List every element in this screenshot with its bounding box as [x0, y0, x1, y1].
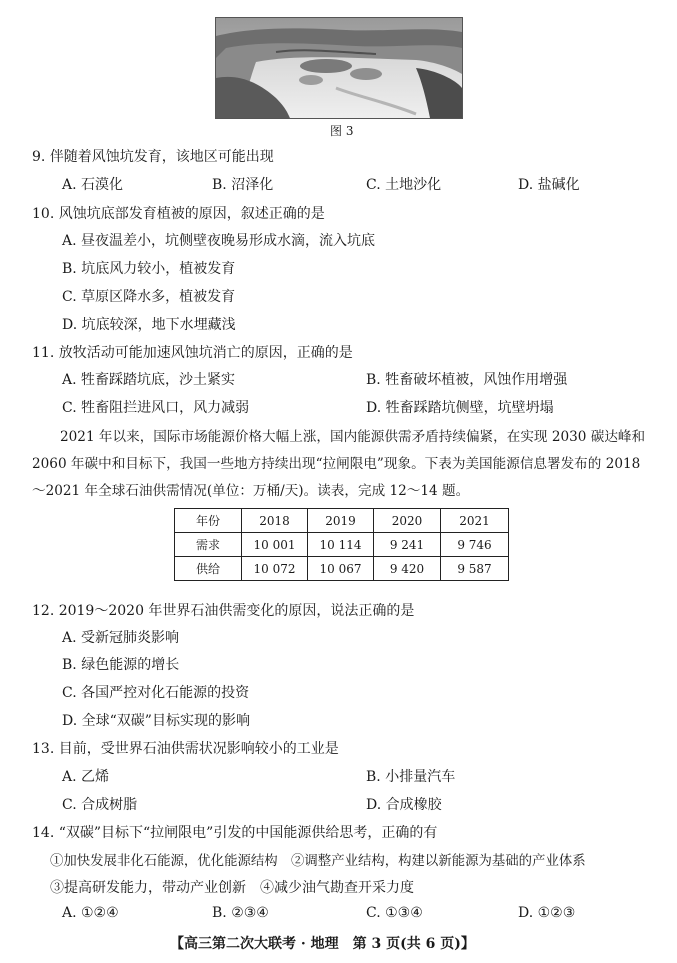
table-cell: 10 114 [308, 533, 374, 557]
table-cell: 9 587 [441, 557, 509, 581]
q9-option-b: B. 沼泽化 [212, 177, 274, 193]
table-header-cell: 2020 [374, 509, 441, 533]
q10-option-b: B. 坑底风力较小，植被发育 [62, 261, 236, 277]
table-header-row [175, 509, 509, 533]
reading-passage: 2021 年以来，国际市场能源价格大幅上涨，国内能源供需矛盾持续偏紧，在实现 2030 碳达峰和 2060 年碳中和目标下，我国一些地方持续出现“拉闸限电”现象。下表为美国能源信息署发布的 2018～2021 年全球石油供需情况(单位：万桶/天)。读表，完成 12～14 题。 [32, 429, 646, 499]
table-cell: 供给 [175, 557, 242, 581]
q13-option-d: D. 合成橡胶 [366, 797, 442, 813]
q9-stem: 9. 伴随着风蚀坑发育，该地区可能出现 [32, 149, 274, 165]
q12-option-a: A. 受新冠肺炎影响 [62, 630, 180, 646]
table-header-cell: 2019 [308, 509, 374, 533]
q13-option-c: C. 合成树脂 [62, 797, 138, 813]
q10-option-d: D. 坑底较深，地下水埋藏浅 [62, 317, 236, 333]
q10-option-c: C. 草原区降水多，植被发育 [62, 289, 236, 305]
q14-items-line-1: ①加快发展非化石能源，优化能源结构 ②调整产业结构，构建以新能源为基础的产业体系 [50, 854, 586, 869]
table-row [175, 557, 509, 581]
q12-option-b: B. 绿色能源的增长 [62, 657, 180, 673]
table-cell: 10 067 [308, 557, 374, 581]
table-header-cell: 年份 [175, 509, 242, 533]
q12-option-d: D. 全球“双碳”目标实现的影响 [62, 713, 250, 729]
q11-stem: 11. 放牧活动可能加速风蚀坑消亡的原因，正确的是 [32, 345, 353, 361]
q10-option-a: A. 昼夜温差小，坑侧壁夜晚易形成水滴，流入坑底 [62, 233, 376, 249]
table-header-cell: 2021 [441, 509, 509, 533]
q14-option-a: A. ①②④ [62, 905, 119, 921]
q12-option-c: C. 各国严控对化石能源的投资 [62, 685, 250, 701]
q12-stem: 12. 2019～2020 年世界石油供需变化的原因，说法正确的是 [32, 603, 415, 619]
table-header-cell: 2018 [242, 509, 308, 533]
q13-option-a: A. 乙烯 [62, 769, 110, 785]
q11-option-d: D. 牲畜踩踏坑侧壁，坑壁坍塌 [366, 400, 554, 416]
wind-erosion-pit-photo [215, 17, 463, 119]
page-footer: 【高三第二次大联考 · 地理 第 3 页(共 6 页)】 [170, 936, 475, 952]
q14-stem: 14. “双碳”目标下“拉闸限电”引发的中国能源供给思考，正确的有 [32, 825, 438, 841]
q13-option-b: B. 小排量汽车 [366, 769, 456, 785]
table-cell: 10 001 [242, 533, 308, 557]
q14-option-d: D. ①②③ [518, 905, 576, 921]
table-cell: 9 241 [374, 533, 441, 557]
q11-option-b: B. 牲畜破坏植被，风蚀作用增强 [366, 372, 568, 388]
table-row [175, 533, 509, 557]
q11-option-a: A. 牲畜踩踏坑底，沙土紧实 [62, 372, 236, 388]
q9-option-c: C. 土地沙化 [366, 177, 442, 193]
q11-option-c: C. 牲畜阻拦进风口，风力减弱 [62, 400, 250, 416]
q13-stem: 13. 目前，受世界石油供需状况影响较小的工业是 [32, 741, 339, 757]
q10-stem: 10. 风蚀坑底部发育植被的原因，叙述正确的是 [32, 206, 325, 222]
table-cell: 需求 [175, 533, 242, 557]
oil-supply-demand-table [174, 508, 509, 581]
table-cell: 9 746 [441, 533, 509, 557]
figure-caption: 图 3 [330, 124, 354, 138]
q14-items-line-2: ③提高研发能力，带动产业创新 ④减少油气勘查开采力度 [50, 880, 414, 896]
q14-option-b: B. ②③④ [212, 905, 269, 921]
q9-option-a: A. 石漠化 [62, 177, 124, 193]
table-cell: 10 072 [242, 557, 308, 581]
q9-option-d: D. 盐碱化 [518, 177, 580, 193]
table-cell: 9 420 [374, 557, 441, 581]
q14-option-c: C. ①③④ [366, 905, 423, 921]
